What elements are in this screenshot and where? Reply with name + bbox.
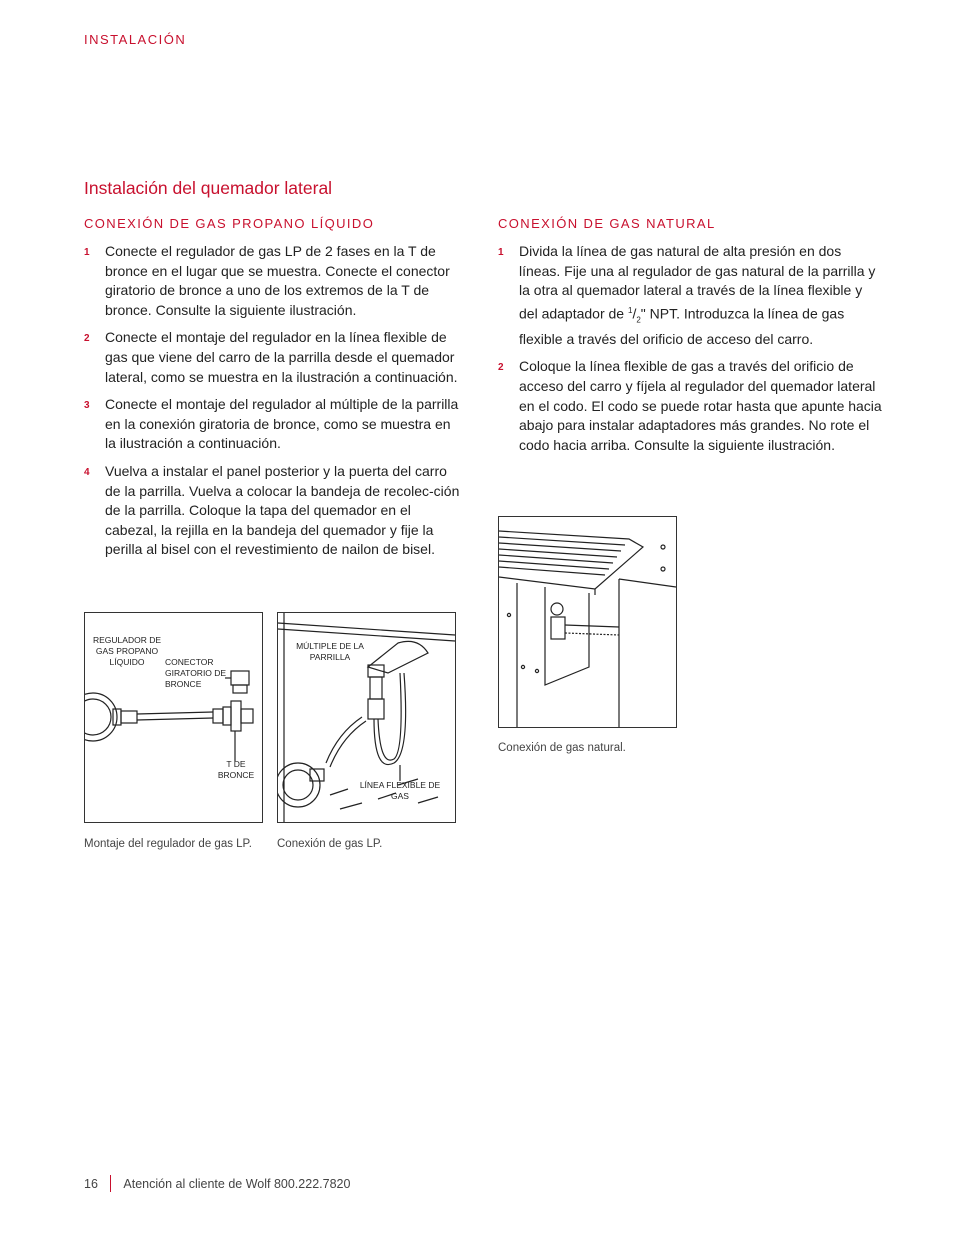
footer-divider — [110, 1175, 112, 1192]
lp-step-2: 2 Conecte el montaje del regulador en la línea flexible de gas que viene del carro de la parrilla desde el quemador lateral, como se muestra en la ilustración a continuación. — [84, 329, 458, 385]
footer-text: Atención al cliente de Wolf 800.222.7820 — [123, 1176, 351, 1191]
lp-heading: CONEXIÓN DE GAS PROPANO LÍQUIDO — [84, 216, 375, 231]
lp-step-1: 1 Conecte el regulador de gas LP de 2 fases en la T de bronce en el lugar que se muestra. Conecte el conector giratorio de bronce a uno de los extremos de la T de bronce. Consulte la siguiente ilustración. — [84, 243, 450, 318]
lp-connection-caption: Conexión de gas LP. — [277, 838, 383, 850]
regulator-label: REGULADOR DE GAS PROPANO LÍQUIDO — [92, 635, 161, 667]
lp-steps — [84, 242, 464, 568]
natural-steps — [498, 242, 884, 463]
flex-line-label: LÍNEA FLEXIBLE DE GAS — [359, 780, 441, 801]
natural-heading: CONEXIÓN DE GAS NATURAL — [498, 216, 716, 231]
section-label: INSTALACIÓN — [84, 32, 187, 47]
natural-step-1: 1 Divida la línea de gas natural de alta presión en dos líneas. Fije una al regulador de gas natural de la parrilla y la otra al quemador lateral a través de la línea flexible y del adaptador de $^1/_2$" NPT. Introduzca la línea de gas flexible a través del orificio de acceso del carro. — [498, 243, 876, 347]
lp-step-4: 4 Vuelva a instalar el panel posterior y la puerta del carro de la parrilla. Vuelva a colocar la bandeja de recolec-ción de la parrilla. Coloque la tapa del quemador en el cabezal, la rejilla en la bandeja del quemador y fije la perilla al bisel con el revestimiento de nailon de bisel. — [84, 462, 460, 558]
regulator-figure — [84, 612, 263, 823]
page-title: Instalación del quemador lateral — [84, 178, 333, 198]
page-number: 16 — [84, 1176, 98, 1191]
regulator-caption: Montaje del regulador de gas LP. — [84, 838, 252, 850]
swivel-label: CONECTOR GIRATORIO DE BRONCE — [165, 657, 227, 689]
page-footer — [84, 1175, 350, 1192]
natural-step-2: 2 Coloque la línea flexible de gas a través del orificio de acceso del carro y fíjela al regulador del quemador lateral en el codo. El codo se puede rotar hasta que apunte hacia abajo para instalar adaptadores más grandes. No rote el codo hacia arriba. Consulte la siguiente ilustración. — [498, 358, 882, 453]
lp-connection-figure — [277, 612, 456, 823]
natural-connection-caption: Conexión de gas natural. — [498, 742, 626, 754]
natural-connection-figure — [498, 516, 677, 728]
tee-label: T DE BRONCE — [217, 759, 255, 780]
manifold-label: MÚLTIPLE DE LA PARRILLA — [296, 641, 364, 662]
lp-step-3: 3 Conecte el montaje del regulador al múltiple de la parrilla en la conexión giratoria de bronce, como se muestra en la ilustración a continuación. — [84, 396, 459, 452]
natural-connection-illustration — [499, 517, 676, 727]
